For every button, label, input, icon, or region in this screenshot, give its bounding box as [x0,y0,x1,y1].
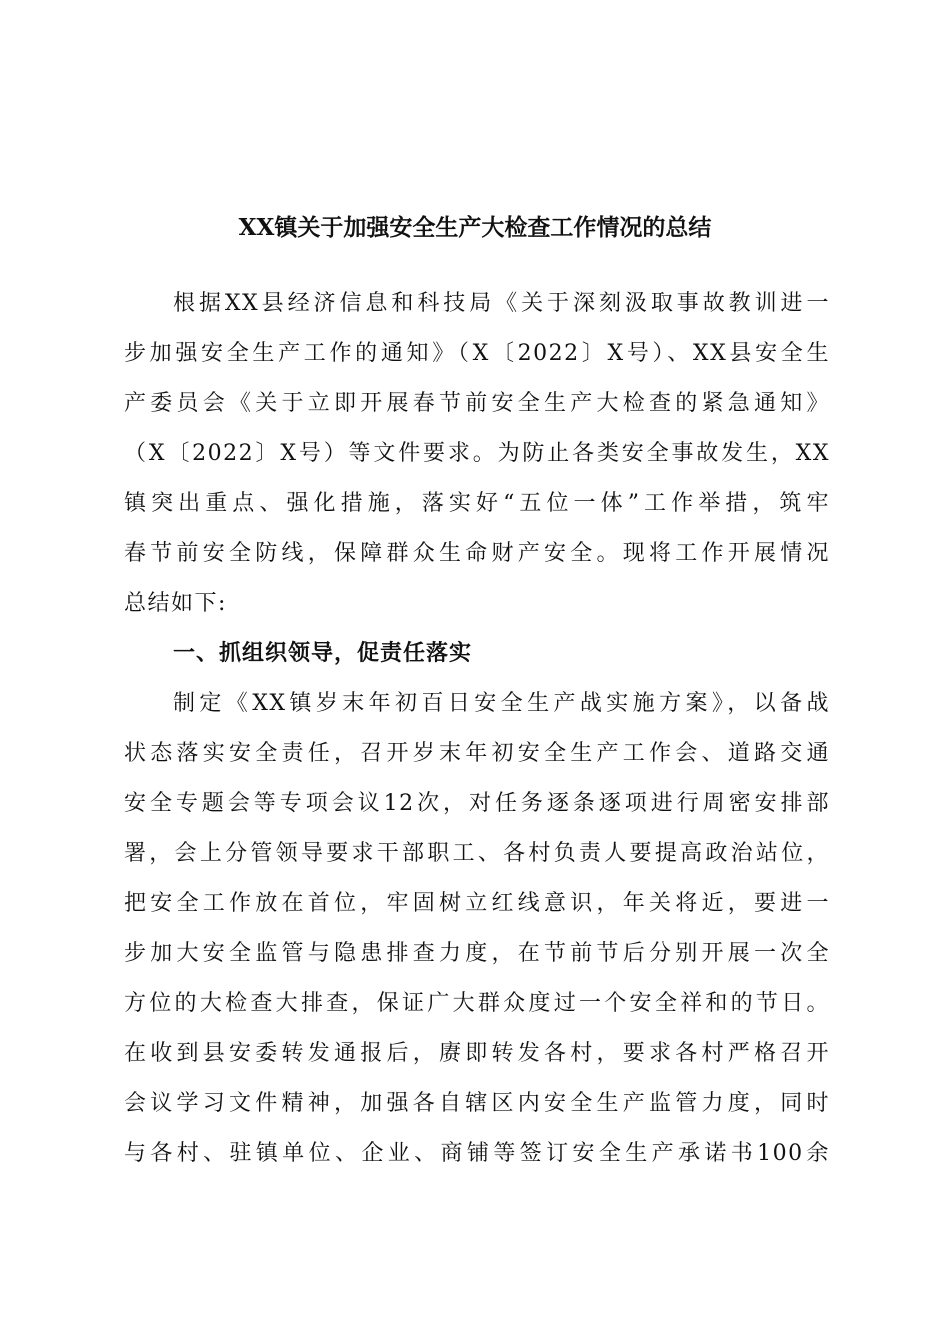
section-line-7: 方位的大检查大排查，保证广大群众度过一个安全祥和的节日。 [124,991,830,1016]
section-line-3: 安全专题会等专项会议12次，对任务逐条逐项进行周密安排部 [124,791,830,816]
section-heading: 一、抓组织领导，促责任落实 [173,641,473,666]
section-line-6: 步加大安全监管与隐患排查力度，在节前节后分别开展一次全 [124,941,830,966]
intro-line-6: 春节前安全防线，保障群众生命财产安全。现将工作开展情况 [124,541,830,566]
section-line-2: 状态落实安全责任，召开岁末年初安全生产工作会、道路交通 [124,741,830,766]
intro-line-7: 总结如下: [124,591,227,616]
section-line-10: 与各村、驻镇单位、企业、商铺等签订安全生产承诺书100余 [124,1141,830,1166]
section-line-1: 制定《XX镇岁末年初百日安全生产战实施方案》，以备战 [173,691,830,716]
intro-line-5: 镇突出重点、强化措施，落实好“五位一体”工作举措，筑牢 [124,491,830,516]
intro-line-1: 根据XX县经济信息和科技局《关于深刻汲取事故教训进一 [173,291,830,316]
section-line-5: 把安全工作放在首位，牢固树立红线意识，年关将近，要进一 [124,891,830,916]
document-title: XX镇关于加强安全生产大检查工作情况的总结 [238,214,712,241]
section-line-8: 在收到县安委转发通报后，赓即转发各村，要求各村严格召开 [124,1041,830,1066]
section-line-4: 署，会上分管领导要求干部职工、各村负责人要提高政治站位， [124,841,830,866]
intro-line-4: （X〔2022〕X号）等文件要求。为防止各类安全事故发生，XX [124,441,830,466]
intro-line-3: 产委员会《关于立即开展春节前安全生产大检查的紧急通知》 [124,391,830,416]
section-line-9: 会议学习文件精神，加强各自辖区内安全生产监管力度，同时 [124,1091,830,1116]
intro-line-2: 步加强安全生产工作的通知》（X〔2022〕X号）、XX县安全生 [124,341,830,366]
